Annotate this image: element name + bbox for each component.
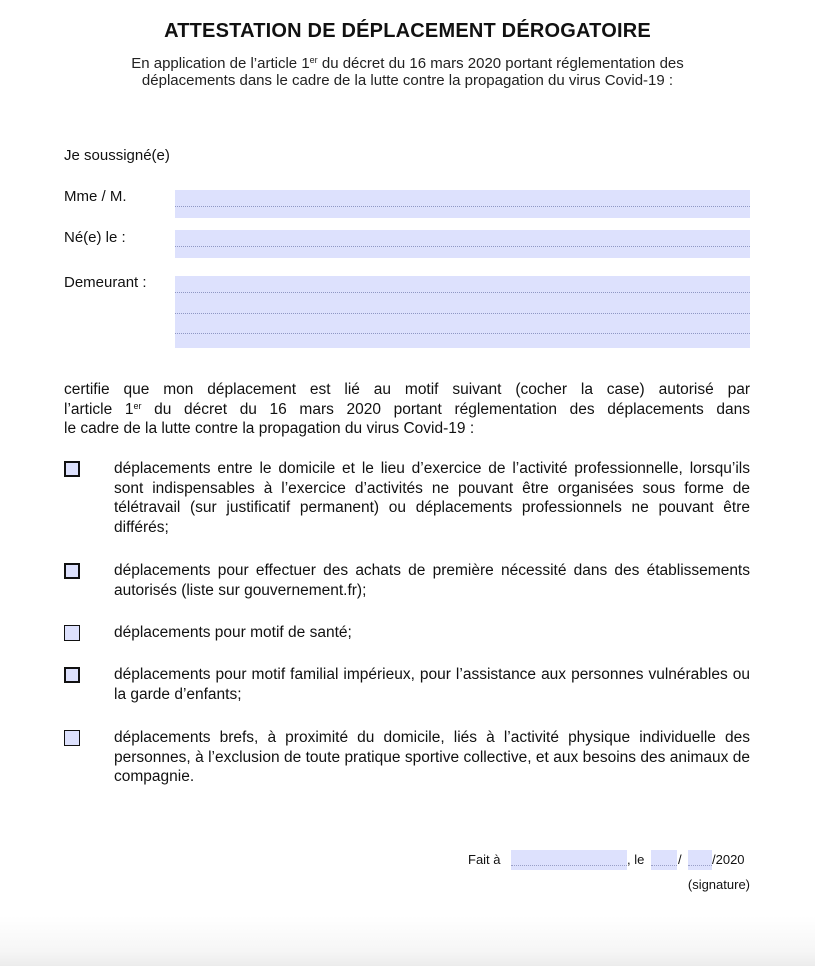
checkbox-sport[interactable] (64, 730, 80, 746)
page-subtitle (0, 55, 815, 89)
option-courses-text: déplacements pour effectuer des achats de première nécessité dans des établissements autorisés (liste sur gouvernement.fr); (114, 562, 750, 599)
date-separator: / (678, 852, 682, 867)
checkbox-travail[interactable] (64, 461, 80, 477)
page-bottom-edge (0, 916, 815, 966)
superscript: er (309, 55, 318, 65)
checkbox-courses[interactable] (64, 563, 80, 579)
option-sport-text: déplacements brefs, à proximité du domicile, liés à l’activité physique individuelle des personnes, à l’exclusion de toute pratique sportive collective, et aux besoins des animaux de compagnie. (114, 729, 750, 785)
address-label: Demeurant : (64, 274, 147, 291)
checkbox-famille[interactable] (64, 667, 80, 683)
subtitle-text: du décret du 16 mars 2020 portant réglementation des (317, 55, 684, 72)
option-sante-text: déplacements pour motif de santé; (114, 624, 352, 641)
name-label: Mme / M. (64, 188, 127, 205)
option-travail-text: déplacements entre le domicile et le lieu d’exercice de l’activité professionnelle, lorsqu’ils sont indispensables à l’exercice d’activités ne pouvant être organisées sous forme de télétravail (sur justificatif permanent) ou déplacements professionnels ne pouvant être différés; (114, 460, 750, 536)
page-title: ATTESTATION DE DÉPLACEMENT DÉROGATOIRE (164, 20, 651, 42)
dotted-guide-line (511, 865, 627, 866)
certify-line: certifie que mon déplacement est lié au motif suivant (cocher la case) autorisé par (64, 381, 750, 398)
birth-date-input[interactable] (175, 230, 750, 258)
address-input[interactable] (175, 276, 750, 348)
dotted-guide-line (175, 292, 750, 293)
place-input[interactable] (511, 850, 627, 870)
dotted-guide-line (688, 865, 712, 866)
year-suffix: /2020 (712, 852, 745, 867)
day-input[interactable] (651, 850, 677, 870)
signature-label: (signature) (687, 877, 750, 892)
name-input[interactable] (175, 190, 750, 218)
certify-text: l’article 1 (64, 400, 134, 418)
option-famille-text: déplacements pour motif familial impérieux, pour l’assistance aux personnes vulnérables ou la garde d’enfants; (114, 666, 750, 703)
certify-line: le cadre de la lutte contre la propagation du virus Covid-19 : (64, 420, 475, 437)
dotted-guide-line (175, 313, 750, 314)
birth-label: Né(e) le : (64, 229, 126, 246)
fait-label: Fait à (468, 852, 501, 867)
checkbox-sante[interactable] (64, 625, 80, 641)
month-input[interactable] (688, 850, 712, 870)
dotted-guide-line (175, 246, 750, 247)
certify-paragraph (64, 380, 750, 439)
subtitle-text: déplacements dans le cadre de la lutte contre la propagation du virus Covid-19 : (141, 72, 674, 89)
dotted-guide-line (651, 865, 677, 866)
dotted-guide-line (175, 333, 750, 334)
intro-label: Je soussigné(e) (64, 147, 170, 164)
subtitle-text: En application de l’article 1 (131, 55, 310, 72)
certify-text: du décret du 16 mars 2020 portant réglementation des déplacements dans (141, 400, 750, 418)
signature-line (465, 850, 750, 870)
dotted-guide-line (175, 206, 750, 207)
superscript: er (133, 400, 142, 411)
le-label: , le (627, 852, 645, 867)
